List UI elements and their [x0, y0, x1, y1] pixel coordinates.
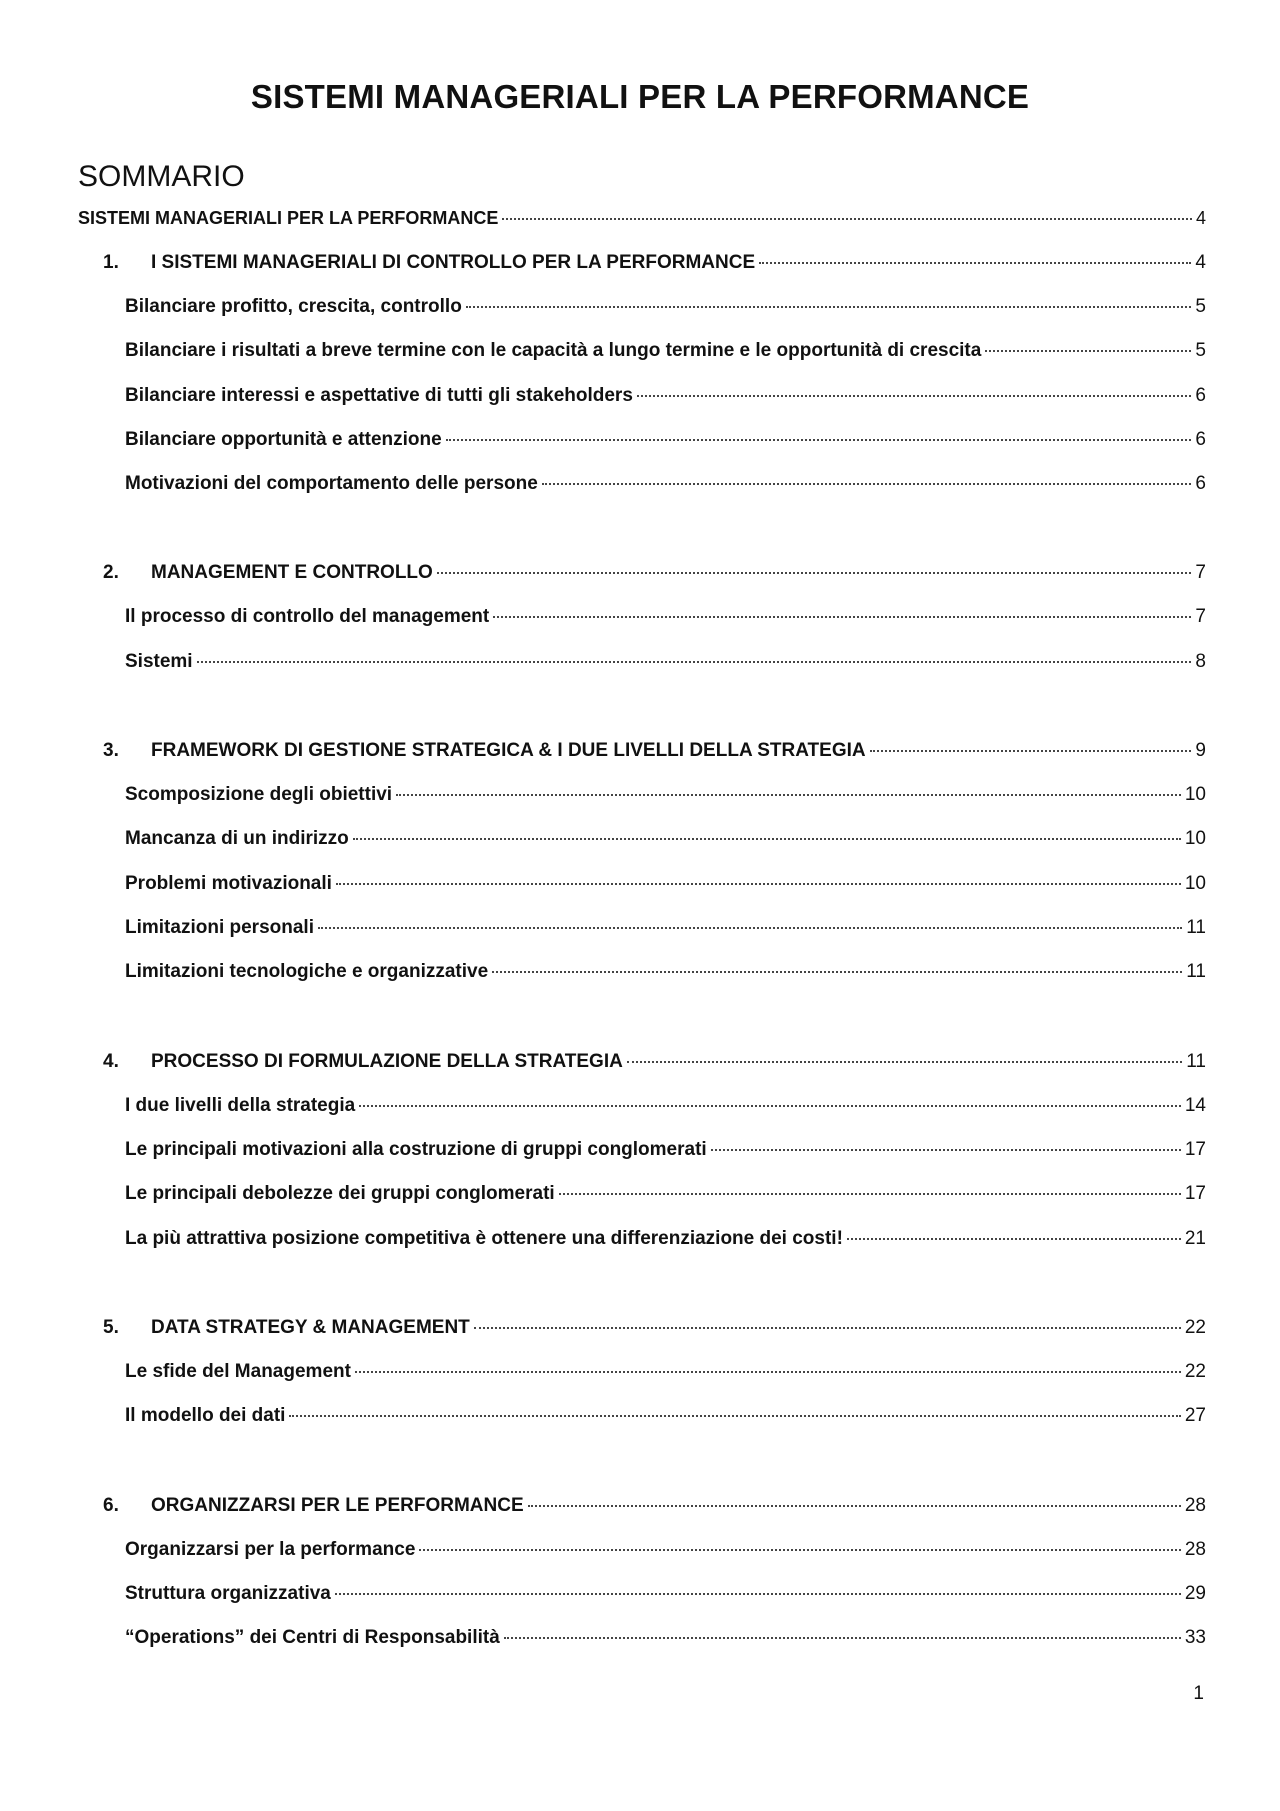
toc-entry-page: 17: [1184, 1139, 1206, 1160]
toc-entry[interactable]: [125, 650, 1206, 674]
toc-entry-number: 1.: [103, 252, 119, 273]
toc-entry-label: ORGANIZZARSI PER LE PERFORMANCE: [151, 1495, 524, 1516]
toc-entry[interactable]: [125, 1538, 1206, 1562]
toc-entry[interactable]: [125, 1138, 1206, 1162]
toc-entry[interactable]: [125, 916, 1206, 940]
toc-entry-label: DATA STRATEGY & MANAGEMENT: [151, 1317, 470, 1338]
toc-entry-page: 22: [1184, 1317, 1206, 1338]
toc-entry-page: 5: [1195, 340, 1206, 361]
toc-entry-label: Limitazioni personali: [125, 917, 314, 938]
toc-entry-label: Bilanciare i risultati a breve termine con le capacità a lungo termine e le opportunità di crescita: [125, 340, 982, 361]
toc-dot-leader: [637, 395, 1192, 397]
toc-entry-label: Le principali motivazioni alla costruzione di gruppi conglomerati: [125, 1139, 707, 1160]
toc-entry-label: FRAMEWORK DI GESTIONE STRATEGICA & I DUE LIVELLI DELLA STRATEGIA: [151, 740, 866, 761]
toc-entry-page: 17: [1184, 1183, 1206, 1204]
toc-dot-leader: [493, 616, 1191, 618]
toc-entry-page: 29: [1184, 1583, 1206, 1604]
toc-dot-leader: [466, 306, 1192, 308]
toc-entry-label: La più attrattiva posizione competitiva è ottenere una differenziazione dei costi!: [125, 1228, 843, 1249]
toc-dot-leader: [559, 1193, 1181, 1195]
toc-entry-page: 9: [1195, 740, 1206, 761]
toc-entry-page: 4: [1195, 252, 1206, 273]
toc-entry-page: 27: [1184, 1405, 1206, 1426]
toc-dot-leader: [627, 1061, 1182, 1063]
toc-dot-leader: [437, 572, 1192, 574]
toc-entry-label: Problemi motivazionali: [125, 873, 332, 894]
toc-dot-leader: [353, 838, 1181, 840]
toc-dot-leader: [711, 1149, 1181, 1151]
toc-dot-leader: [528, 1505, 1181, 1507]
toc-entry-label: Bilanciare interessi e aspettative di tutti gli stakeholders: [125, 385, 633, 406]
toc-dot-leader: [847, 1238, 1181, 1240]
toc-entry-label: Motivazioni del comportamento delle persone: [125, 473, 538, 494]
toc-dot-leader: [396, 794, 1181, 796]
toc-dot-leader: [289, 1415, 1180, 1417]
toc-entry-page: 28: [1184, 1539, 1206, 1560]
toc-entry[interactable]: [125, 827, 1206, 851]
toc-entry-label: Bilanciare profitto, crescita, controllo: [125, 296, 462, 317]
toc-heading: SOMMARIO: [78, 160, 245, 193]
toc-dot-leader: [359, 1105, 1181, 1107]
toc-entry[interactable]: [103, 739, 1206, 763]
toc-entry-label: MANAGEMENT E CONTROLLO: [151, 562, 433, 583]
toc-entry[interactable]: [103, 251, 1206, 275]
toc-entry-label: I SISTEMI MANAGERIALI DI CONTROLLO PER LA PERFORMANCE: [151, 252, 756, 273]
toc-dot-leader: [502, 218, 1192, 220]
toc-dot-leader: [336, 883, 1181, 885]
toc-entry-label: Bilanciare opportunità e attenzione: [125, 429, 442, 450]
toc-dot-leader: [759, 262, 1191, 264]
toc-dot-leader: [492, 971, 1182, 973]
toc-entry-label: PROCESSO DI FORMULAZIONE DELLA STRATEGIA: [151, 1051, 623, 1072]
toc-entry[interactable]: [103, 1050, 1206, 1074]
toc-entry-label: Il modello dei dati: [125, 1405, 286, 1426]
toc-entry[interactable]: [103, 561, 1206, 585]
toc-dot-leader: [355, 1371, 1181, 1373]
toc-entry-page: 10: [1184, 784, 1206, 805]
toc-dot-leader: [446, 439, 1192, 441]
toc-entry[interactable]: [125, 472, 1206, 496]
toc-entry[interactable]: [125, 1404, 1206, 1428]
toc-dot-leader: [474, 1327, 1181, 1329]
toc-entry-page: 6: [1195, 473, 1206, 494]
toc-entry-label: SISTEMI MANAGERIALI PER LA PERFORMANCE: [78, 208, 499, 228]
toc-entry-page: 6: [1195, 429, 1206, 450]
toc-entry-label: Le sfide del Management: [125, 1361, 351, 1382]
toc-entry[interactable]: [125, 384, 1206, 408]
toc-entry[interactable]: [125, 783, 1206, 807]
toc-dot-leader: [985, 350, 1191, 352]
toc-entry[interactable]: [78, 206, 1206, 230]
toc-dot-leader: [197, 661, 1192, 663]
toc-entry-page: 11: [1186, 1051, 1206, 1072]
toc-dot-leader: [419, 1549, 1180, 1551]
toc-entry[interactable]: [125, 605, 1206, 629]
toc-entry-page: 14: [1184, 1095, 1206, 1116]
toc-entry-number: 4.: [103, 1051, 119, 1072]
toc-entry-page: 6: [1195, 385, 1206, 406]
toc-entry-page: 8: [1195, 651, 1206, 672]
toc-entry-page: 22: [1184, 1361, 1206, 1382]
toc-entry-label: I due livelli della strategia: [125, 1095, 356, 1116]
toc-entry-page: 4: [1195, 208, 1206, 228]
toc-entry[interactable]: [103, 1316, 1206, 1340]
toc-entry[interactable]: [125, 960, 1206, 984]
toc-entry-number: 2.: [103, 562, 119, 583]
toc-entry[interactable]: [125, 872, 1206, 896]
document-title: SISTEMI MANAGERIALI PER LA PERFORMANCE: [250, 78, 1030, 115]
toc-dot-leader: [542, 483, 1192, 485]
page-number: 1: [1193, 1683, 1204, 1704]
toc-entry-label: Il processo di controllo del management: [125, 606, 490, 627]
toc-dot-leader: [504, 1637, 1181, 1639]
toc-entry-label: Limitazioni tecnologiche e organizzative: [125, 961, 489, 982]
toc-entry-label: Sistemi: [125, 651, 193, 672]
toc-entry-page: 33: [1184, 1627, 1206, 1648]
toc-entry-number: 3.: [103, 740, 119, 761]
toc-entry[interactable]: [125, 295, 1206, 319]
toc-entry-page: 28: [1184, 1495, 1206, 1516]
toc-entry-label: Organizzarsi per la performance: [125, 1539, 416, 1560]
toc-entry-label: Scomposizione degli obiettivi: [125, 784, 393, 805]
toc-entry-number: 5.: [103, 1317, 119, 1338]
toc-entry-label: Le principali debolezze dei gruppi conglomerati: [125, 1183, 555, 1204]
toc-entry-page: 10: [1184, 873, 1206, 894]
toc-entry-label: Struttura organizzativa: [125, 1583, 331, 1604]
toc-dot-leader: [318, 927, 1182, 929]
toc-entry[interactable]: [125, 428, 1206, 452]
toc-entry[interactable]: [125, 1582, 1206, 1606]
toc-entry-page: 7: [1195, 606, 1206, 627]
toc-entry-page: 7: [1195, 562, 1206, 583]
toc-entry[interactable]: [125, 1626, 1206, 1650]
toc-entry[interactable]: [125, 1360, 1206, 1384]
toc-entry[interactable]: [125, 1094, 1206, 1118]
toc-entry-label: “Operations” dei Centri di Responsabilità: [125, 1627, 500, 1648]
toc-entry[interactable]: [125, 1227, 1206, 1251]
toc-entry-page: 11: [1186, 961, 1206, 982]
toc-entry-page: 10: [1184, 828, 1206, 849]
toc-entry[interactable]: [125, 1182, 1206, 1206]
toc-entry-page: 5: [1195, 296, 1206, 317]
toc-entry[interactable]: [125, 339, 1206, 363]
toc-dot-leader: [870, 750, 1192, 752]
toc-entry-page: 21: [1184, 1228, 1206, 1249]
toc-entry-number: 6.: [103, 1495, 119, 1516]
toc-entry-label: Mancanza di un indirizzo: [125, 828, 349, 849]
toc-entry-page: 11: [1186, 917, 1206, 938]
toc-dot-leader: [335, 1593, 1181, 1595]
toc-entry[interactable]: [103, 1494, 1206, 1518]
